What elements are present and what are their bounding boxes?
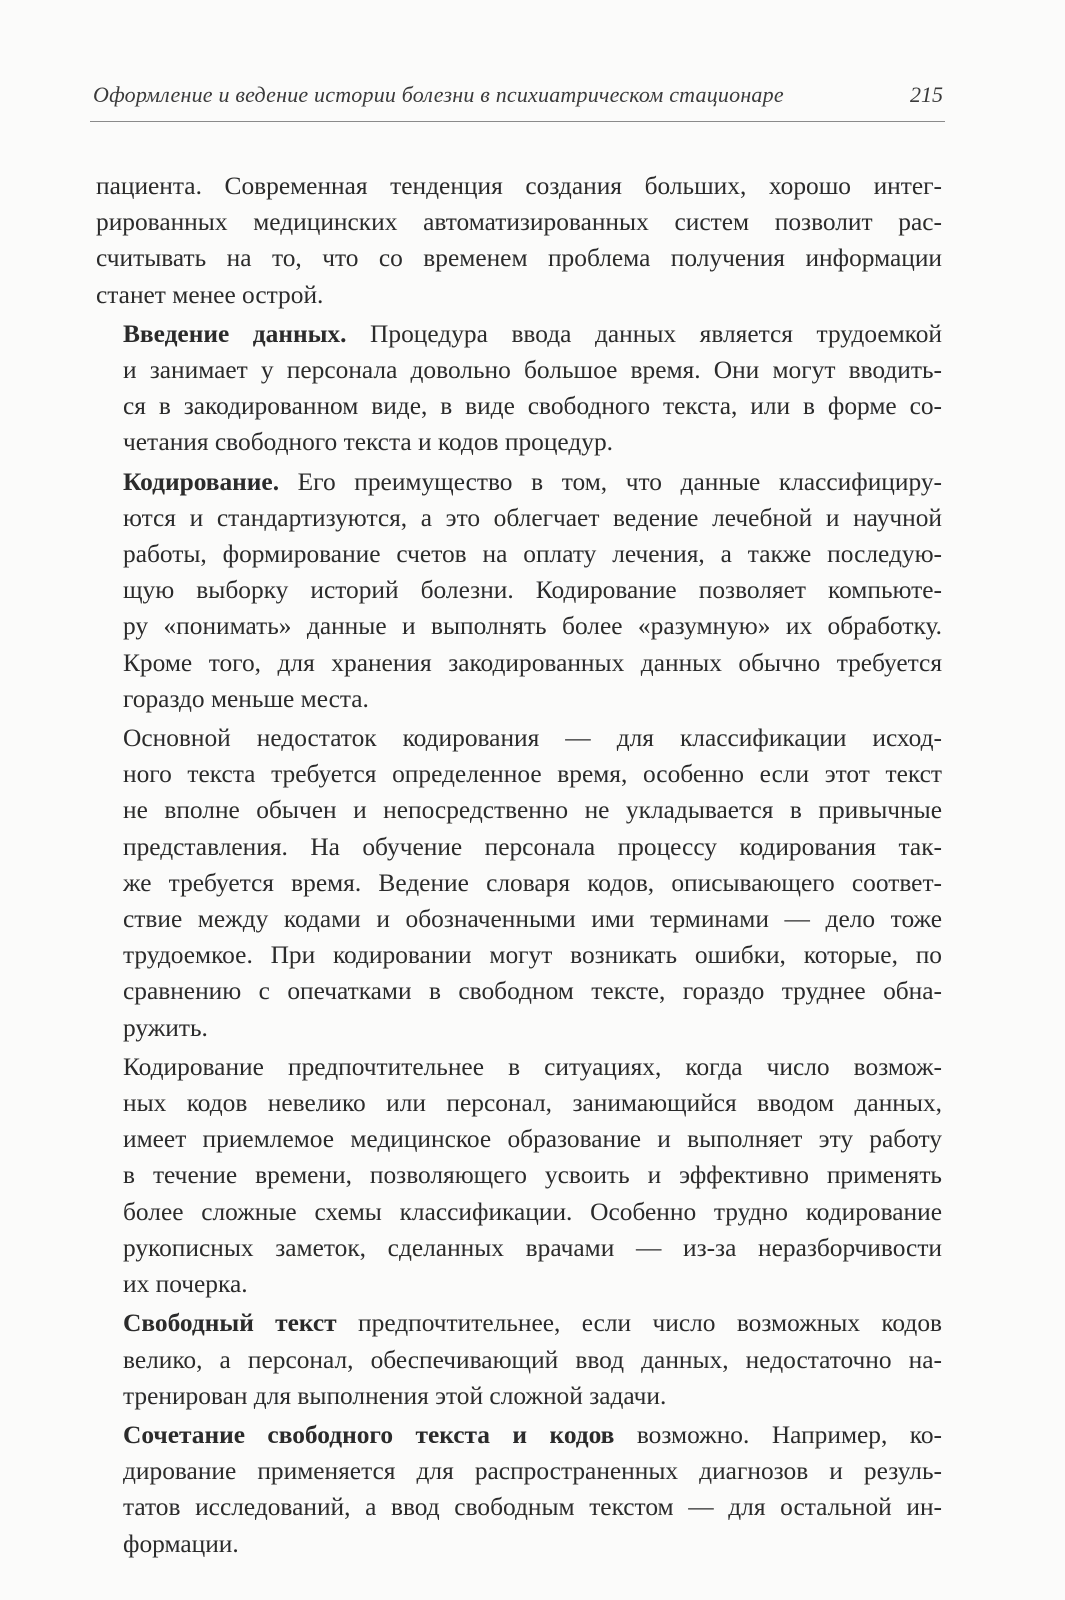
text-line: велико, а персонал, обеспечивающий ввод данных, недостаточно на- <box>123 1345 942 1374</box>
text-line: тренирован для выполнения этой сложной задачи. <box>123 1381 667 1410</box>
page-number: 215 <box>910 82 943 107</box>
text-line: и занимает у персонала довольно большое время. Они могут вводить- <box>123 356 942 385</box>
paragraph <box>96 1417 942 1562</box>
text-line: гораздо меньше места. <box>123 684 369 713</box>
text-line: ружить. <box>123 1013 208 1042</box>
text-line: дирование применяется для распространенных диагнозов и резуль- <box>123 1457 942 1486</box>
paragraph <box>96 168 942 313</box>
text-line: имеет приемлемое медицинское образование и выполняет эту работу <box>123 1125 942 1154</box>
paragraph-lead: Введение данных. <box>123 319 347 348</box>
text-line: Кроме того, для хранения закодированных данных обычно требуется <box>123 648 942 677</box>
text-line: ся в закодированном виде, в виде свободного текста, или в форме со- <box>123 392 942 421</box>
text-line: Кодирование. Его преимущество в том, что данные классифициру- <box>123 467 942 496</box>
paragraph <box>96 1305 942 1414</box>
text-line: не вполне обычен и непосредственно не укладывается в привычные <box>123 796 942 825</box>
paragraph <box>96 316 942 461</box>
text-line: Основной недостаток кодирования — для классификации исход- <box>123 724 942 753</box>
text-line: их почерка. <box>123 1270 248 1299</box>
text-line: станет менее острой. <box>96 280 324 309</box>
text-line: в течение времени, позволяющего усвоить и эффективно применять <box>123 1161 942 1190</box>
text-line: пациента. Современная тенденция создания больших, хорошо интег- <box>96 172 942 200</box>
paragraph <box>96 1049 942 1302</box>
text-line: рированных медицинских автоматизированных систем позволит рас- <box>96 208 942 237</box>
text-line: ются и стандартизуются, а это облегчает ведение лечебной и научной <box>123 503 942 532</box>
body-text <box>96 168 942 1562</box>
text-line: трудоемкое. При кодировании могут возникать ошибки, которые, по <box>123 941 942 970</box>
text-line: ных кодов невелико или персонал, занимающийся вводом данных, <box>123 1089 942 1118</box>
text-line: татов исследований, а ввод свободным текстом — для остальной ин- <box>123 1493 942 1522</box>
paragraph <box>96 464 942 717</box>
running-head <box>93 82 943 116</box>
header-divider <box>90 121 945 122</box>
text-line: рукописных заметок, сделанных врачами — из-за неразборчивости <box>123 1233 942 1262</box>
text-line: ру «понимать» данные и выполнять более «разумную» их обработку. <box>123 612 942 641</box>
text-line: щую выборку историй болезни. Кодирование позволяет компьюте- <box>123 576 942 605</box>
paragraph-lead: Свободный текст <box>123 1309 337 1338</box>
text-line: Введение данных. Процедура ввода данных является трудоемкой <box>123 319 942 348</box>
text-line: сравнению с опечатками в свободном тексте, гораздо труднее обна- <box>123 977 942 1006</box>
text-line: представления. На обучение персонала процессу кодирования так- <box>123 832 942 861</box>
text-line: ного текста требуется определенное время, особенно если этот текст <box>123 760 942 789</box>
text-line: ствие между кодами и обозначенными ими терминами — дело тоже <box>123 905 942 934</box>
text-line: формации. <box>123 1529 239 1558</box>
text-line: Сочетание свободного текста и кодов возможно. Например, ко- <box>123 1420 942 1449</box>
text-line: считывать на то, что со временем проблема получения информации <box>96 244 942 273</box>
running-title: Оформление и ведение истории болезни в психиатрическом стационаре <box>93 82 784 107</box>
text-line: четания свободного текста и кодов процедур. <box>123 428 614 457</box>
text-line: Кодирование предпочтительнее в ситуациях, когда число возмож- <box>123 1052 942 1081</box>
text-line: работы, формирование счетов на оплату лечения, а также последую- <box>123 540 942 569</box>
text-line: более сложные схемы классификации. Особенно трудно кодирование <box>123 1197 942 1226</box>
paragraph-lead: Кодирование. <box>123 467 280 496</box>
text-line: же требуется время. Ведение словаря кодов, описывающего соответ- <box>123 868 942 897</box>
text-line: Свободный текст предпочтительнее, если число возможных кодов <box>123 1309 942 1338</box>
paragraph-lead: Сочетание свободного текста и кодов <box>123 1420 615 1449</box>
paragraph <box>96 720 942 1046</box>
